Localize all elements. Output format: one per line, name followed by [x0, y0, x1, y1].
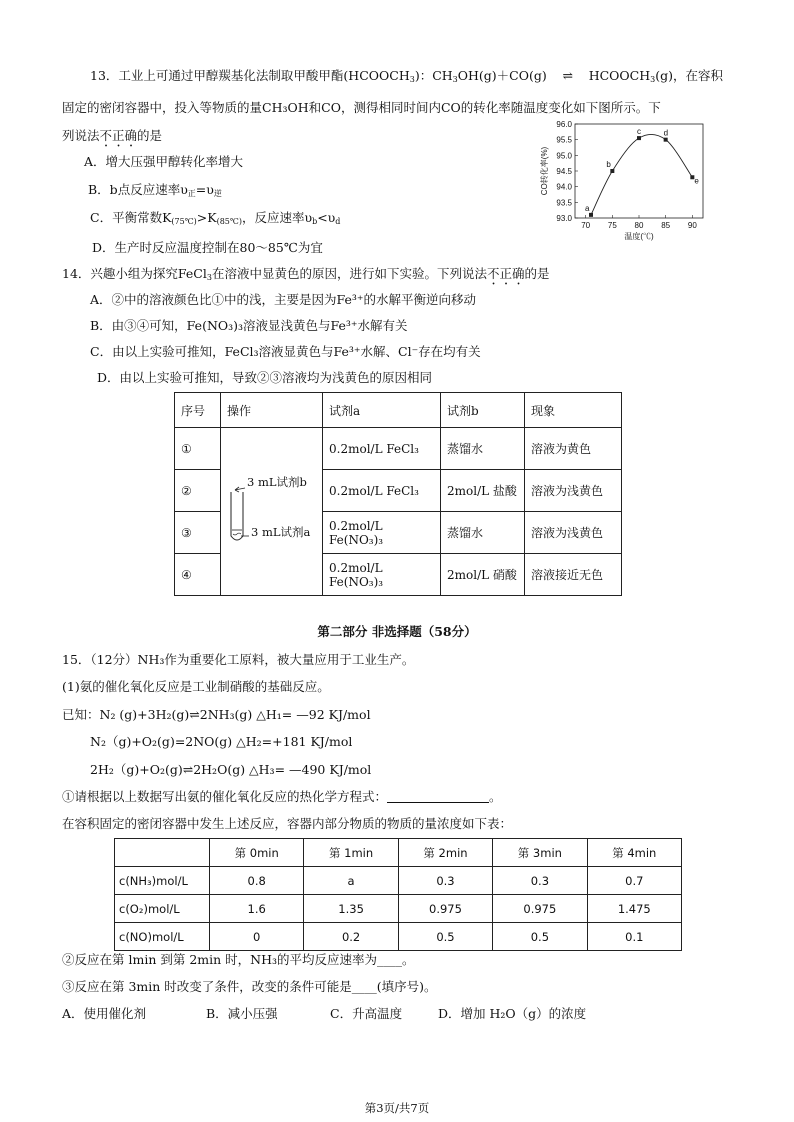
x-tick-label: 85	[661, 221, 671, 230]
test-tube-diagram	[221, 432, 315, 592]
y-tick-label: 95.5	[556, 135, 572, 145]
table-cell: 0.2	[304, 923, 398, 951]
q13-option-c: C．平衡常数$K_{(75℃)}>K_{(85℃)}$，反应速率$\upsilon_b<\upsilon_d$	[90, 210, 341, 226]
q15-choice-a: A．使用催化剂	[62, 1006, 147, 1021]
data-point	[589, 213, 593, 217]
q14-option-c: C．由以上实验可推知，FeCl₃溶液显黄色与Fe³⁺水解、Cl⁻存在均有关	[90, 344, 481, 359]
q13-option-a: A．增大压强甲醇转化率增大	[84, 154, 244, 169]
table-cell: 溶液为浅黄色	[525, 512, 622, 554]
x-axis-label: 温度(℃)	[624, 232, 654, 241]
data-label: e	[694, 176, 699, 186]
table-cell: 0.2mol/L FeCl₃	[323, 428, 441, 470]
table-cell: 2mol/L 硝酸	[441, 554, 525, 596]
y-tick-label: 94.5	[556, 167, 572, 176]
table-cell: 0.2mol/L Fe(NO₃)₃	[323, 554, 441, 596]
table-cell: c(O₂)mol/L	[115, 895, 210, 923]
table-cell: 0.3	[493, 867, 587, 895]
q15-stem: 15．（12分）NH₃作为重要化工原料，被大量应用于工业生产。	[62, 652, 415, 667]
answer-blank[interactable]	[387, 790, 489, 803]
data-label: b	[606, 160, 611, 169]
table-cell: 0.975	[398, 895, 492, 923]
table-row	[115, 923, 682, 951]
co-conversion-chart	[535, 118, 715, 246]
tube-label-a: 3 mL试剂a	[251, 525, 311, 539]
table-cell: 溶液接近无色	[525, 554, 622, 596]
x-tick-label: 80	[634, 221, 644, 230]
table-cell: 0.7	[587, 867, 681, 895]
table-header-cell: 第 3min	[493, 839, 587, 867]
tube-label-b: 3 mL试剂b	[247, 475, 307, 489]
q13-option-d: D．生产时反应温度控制在80～85℃为宜	[92, 240, 323, 255]
y-tick-label: 95.0	[556, 151, 572, 161]
q15-concentration-table	[114, 838, 682, 951]
table-header-cell: 第 0min	[210, 839, 304, 867]
table-cell: 2mol/L 盐酸	[441, 470, 525, 512]
x-tick-label: 90	[687, 221, 697, 230]
q15-choice-b: B．减小压强	[206, 1006, 278, 1021]
data-label: a	[585, 203, 590, 213]
table-cell: ③	[175, 512, 221, 554]
y-tick-label: 93.5	[556, 198, 572, 208]
page-footer: 第3页/共7页	[364, 1101, 430, 1115]
operation-cell	[221, 428, 323, 596]
q15-table-intro: 在容积固定的密闭容器中发生上述反应，容器内部分物质的物质的量浓度如下表：	[62, 816, 513, 831]
q15-q1: ①请根据以上数据写出氨的催化氧化反应的热化学方程式： 。	[62, 789, 502, 804]
table-cell: 1.6	[210, 895, 304, 923]
q14-experiment-table	[174, 392, 622, 596]
table-cell: ④	[175, 554, 221, 596]
table-cell: 0.5	[493, 923, 587, 951]
table-row	[175, 428, 622, 470]
table-cell: 蒸馏水	[441, 512, 525, 554]
table-header-cell: 第 2min	[398, 839, 492, 867]
table-cell: 溶液为黄色	[525, 428, 622, 470]
table-cell: 溶液为浅黄色	[525, 470, 622, 512]
table-header-cell: 试剂b	[441, 393, 525, 428]
y-tick-label: 96.0	[556, 120, 572, 129]
table-cell: c(NO)mol/L	[115, 923, 210, 951]
table-header-row	[175, 393, 622, 428]
table-cell: 蒸馏水	[441, 428, 525, 470]
q13-line2: 固定的密闭容器中，投入等物质的量CH₃OH和CO，测得相同时间内CO的转化率随温度变化如下图所示。下	[62, 100, 661, 115]
table-cell: 0.2mol/L Fe(NO₃)₃	[323, 512, 441, 554]
q15-choice-d: D．增加 H₂O（g）的浓度	[438, 1006, 587, 1021]
data-label: c	[637, 127, 641, 137]
q15-q2: ②反应在第 lmin 到第 2min 时，NH₃的平均反应速率为____。	[62, 952, 415, 967]
y-axis-label: CO转化率(%)	[540, 146, 549, 196]
table-header-cell: 第 4min	[587, 839, 681, 867]
table-cell: 0.3	[398, 867, 492, 895]
q15-q3: ③反应在第 3min 时改变了条件，改变的条件可能是____(填序号)。	[62, 979, 437, 994]
data-point	[610, 169, 614, 173]
part2-title: 第二部分 非选择题（58分）	[317, 624, 477, 639]
q15-known: 已知：N₂ (g)+3H₂(g)⇌2NH₃(g) △H₁= —92 KJ/mol	[62, 707, 371, 722]
data-label: d	[663, 128, 669, 138]
equilibrium-arrow-icon: ⇌	[562, 68, 573, 83]
table-cell: 0.2mol/L FeCl₃	[323, 470, 441, 512]
table-cell: 0.5	[398, 923, 492, 951]
data-point	[664, 138, 668, 142]
q13-line3: 列说法不正确的是	[62, 128, 163, 143]
table-header-row	[115, 839, 682, 867]
q15-eq3: 2H₂（g)+O₂(g)⇌2H₂O(g) △H₃= —490 KJ/mol	[90, 762, 372, 777]
table-cell: 0.1	[587, 923, 681, 951]
table-cell: 1.475	[587, 895, 681, 923]
y-tick-label: 93.0	[556, 214, 572, 223]
y-tick-label: 94.0	[556, 182, 572, 192]
table-header-cell: 试剂a	[323, 393, 441, 428]
table-cell: ②	[175, 470, 221, 512]
q14-option-d: D．由以上实验可推知，导致②③溶液均为浅黄色的原因相同	[97, 370, 433, 385]
table-header-cell: 现象	[525, 393, 622, 428]
q14-option-b: B．由③④可知，Fe(NO₃)₃溶液显浅黄色与Fe³⁺水解有关	[90, 318, 408, 333]
q15-eq2: N₂（g)+O₂(g)=2NO(g) △H₂=+181 KJ/mol	[90, 734, 353, 749]
q14-option-a: A．②中的溶液颜色比①中的浅，主要是因为Fe³⁺的水解平衡逆向移动	[90, 292, 477, 307]
table-header-cell: 操作	[221, 393, 323, 428]
table-row	[115, 895, 682, 923]
table-header-cell	[115, 839, 210, 867]
data-point	[637, 136, 641, 140]
q15-choice-c: C．升高温度	[330, 1006, 403, 1021]
q13-line1: 13．工业上可通过甲醇羰基化法制取甲酸甲酯$(HCOOCH_3)$：$CH_3OH(g)+CO(g)$ ⇌ $HCOOCH_3(g)$，在容积	[90, 68, 724, 84]
x-tick-label: 75	[607, 221, 617, 230]
table-cell: 0.975	[493, 895, 587, 923]
table-cell: 1.35	[304, 895, 398, 923]
table-cell: a	[304, 867, 398, 895]
q15-sub1: (1)氨的催化氧化反应是工业制硝酸的基础反应。	[62, 679, 330, 694]
table-header-cell: 第 1min	[304, 839, 398, 867]
table-cell: 0	[210, 923, 304, 951]
table-cell: 0.8	[210, 867, 304, 895]
q14-stem: 14．兴趣小组为探究FeCl$_3$在溶液中显黄色的原因，进行如下实验。下列说法不正确的是	[62, 266, 550, 282]
series-line	[591, 134, 692, 214]
q13-option-b: B．b点反应速率$\upsilon_正=\upsilon_逆$	[88, 182, 222, 198]
x-tick-label: 70	[581, 221, 591, 230]
table-header-cell: 序号	[175, 393, 221, 428]
table-row	[115, 867, 682, 895]
table-cell: ①	[175, 428, 221, 470]
table-cell: c(NH₃)mol/L	[115, 867, 210, 895]
